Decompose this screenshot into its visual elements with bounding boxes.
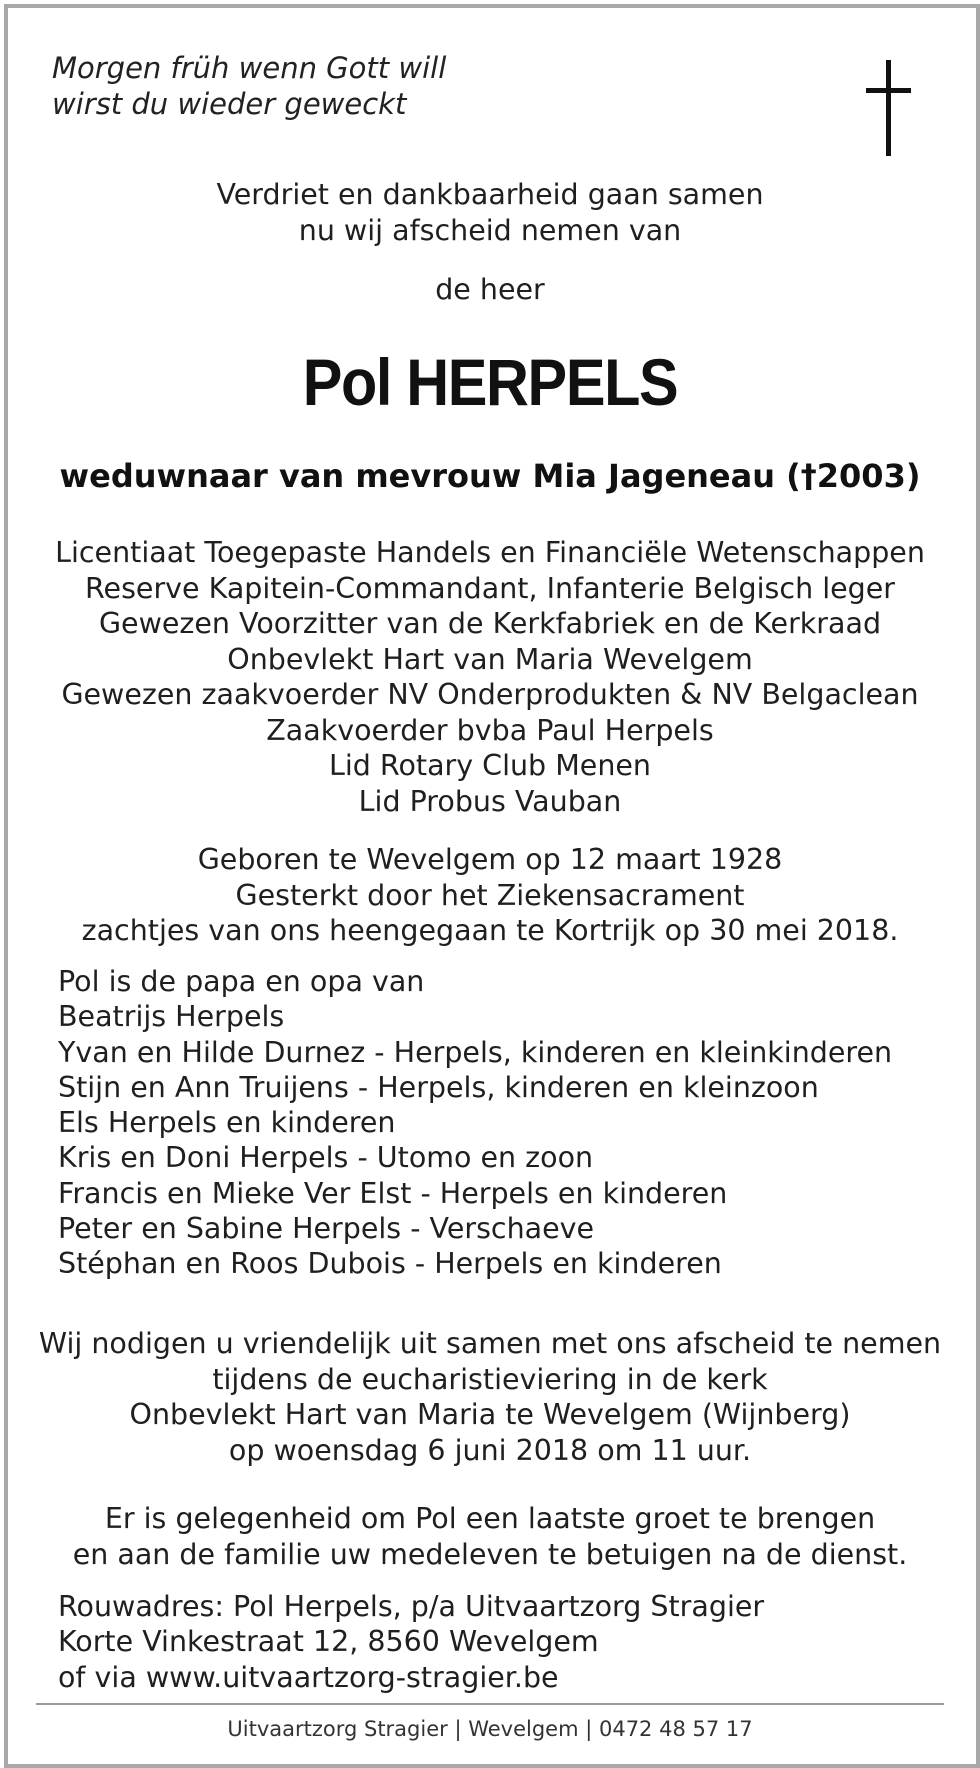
family-line: Kris en Doni Herpels - Utomo en zoon xyxy=(58,1141,594,1175)
family-line: Beatrijs Herpels xyxy=(58,1000,285,1034)
latin-cross-icon xyxy=(858,60,918,160)
invitation-line: tijdens de eucharistieviering in de kerk xyxy=(212,1362,768,1396)
greeting-line: en aan de familie uw medeleven te betuigen na de dienst. xyxy=(72,1537,908,1571)
titles-list xyxy=(0,535,980,819)
title-line: Gewezen Voorzitter van de Kerkfabriek en de Kerkraad xyxy=(98,607,882,640)
address-line: Korte Vinkestraat 12, 8560 Wevelgem xyxy=(58,1625,599,1659)
greeting-text xyxy=(0,1501,980,1572)
family-line: Francis en Mieke Ver Elst - Herpels en kinderen xyxy=(58,1176,728,1210)
family-line: Stijn en Ann Truijens - Herpels, kinderen en kleinzoon xyxy=(58,1070,819,1104)
invitation-text xyxy=(0,1326,980,1468)
title-line: Reserve Kapitein-Commandant, Infanterie Belgisch leger xyxy=(85,571,895,605)
address-website-line: of via www.uitvaartzorg-stragier.be xyxy=(58,1660,559,1694)
motto-line: Morgen früh wenn Gott will xyxy=(52,51,447,85)
title-line: Lid Probus Vauban xyxy=(358,784,622,818)
title-line: Onbevlekt Hart van Maria Wevelgem xyxy=(227,642,753,676)
salutation: de heer xyxy=(435,273,545,306)
family-line: Peter en Sabine Herpels - Verschaeve xyxy=(58,1212,595,1246)
intro-text xyxy=(0,177,980,248)
address-line: Rouwadres: Pol Herpels, p/a Uitvaartzorg Stragier xyxy=(58,1590,765,1623)
invitation-line: op woensdag 6 juni 2018 om 11 uur. xyxy=(228,1433,752,1467)
widower-line: weduwnaar van mevrouw Mia Jageneau (†2003) xyxy=(59,457,921,495)
family-line: Pol is de papa en opa van xyxy=(58,965,425,998)
title-line: Licentiaat Toegepaste Handels en Financiële Wetenschappen xyxy=(55,536,925,569)
invitation-line: Wij nodigen u vriendelijk uit samen met ons afscheid te nemen xyxy=(38,1327,942,1360)
family-line: Els Herpels en kinderen xyxy=(58,1106,396,1140)
motto xyxy=(52,50,446,122)
family-line: Stéphan en Roos Dubois - Herpels en kinderen xyxy=(58,1247,722,1281)
intro-line: Verdriet en dankbaarheid gaan samen xyxy=(216,178,764,211)
family-list xyxy=(58,964,892,1282)
motto-line: wirst du wieder geweckt xyxy=(52,87,407,121)
title-line: Gewezen zaakvoerder NV Onderprodukten & NV Belgaclean xyxy=(61,678,919,711)
birth-death-line: Geboren te Wevelgem op 12 maart 1928 xyxy=(197,843,783,876)
birth-death-text xyxy=(0,842,980,949)
cross-horizontal-bar xyxy=(866,88,911,93)
invitation-line: Onbevlekt Hart van Maria te Wevelgem (Wijnberg) xyxy=(129,1398,851,1431)
deceased-name: Pol HERPELS xyxy=(302,345,678,419)
footer-divider xyxy=(36,1703,944,1705)
cross-vertical-bar xyxy=(886,60,891,156)
birth-death-line: zachtjes van ons heengegaan te Kortrijk op 30 mei 2018. xyxy=(81,914,899,947)
funeral-home-footer: Uitvaartzorg Stragier | Wevelgem | 0472 48 57 17 xyxy=(227,1717,753,1741)
birth-death-line: Gesterkt door het Ziekensacrament xyxy=(235,878,745,912)
greeting-line: Er is gelegenheid om Pol een laatste groet te brengen xyxy=(104,1502,876,1535)
intro-line: nu wij afscheid nemen van xyxy=(298,213,682,247)
family-line: Yvan en Hilde Durnez - Herpels, kinderen en kleinkinderen xyxy=(58,1035,893,1069)
mourning-address xyxy=(58,1589,764,1695)
title-line: Zaakvoerder bvba Paul Herpels xyxy=(266,713,714,747)
title-line: Lid Rotary Club Menen xyxy=(328,749,651,782)
